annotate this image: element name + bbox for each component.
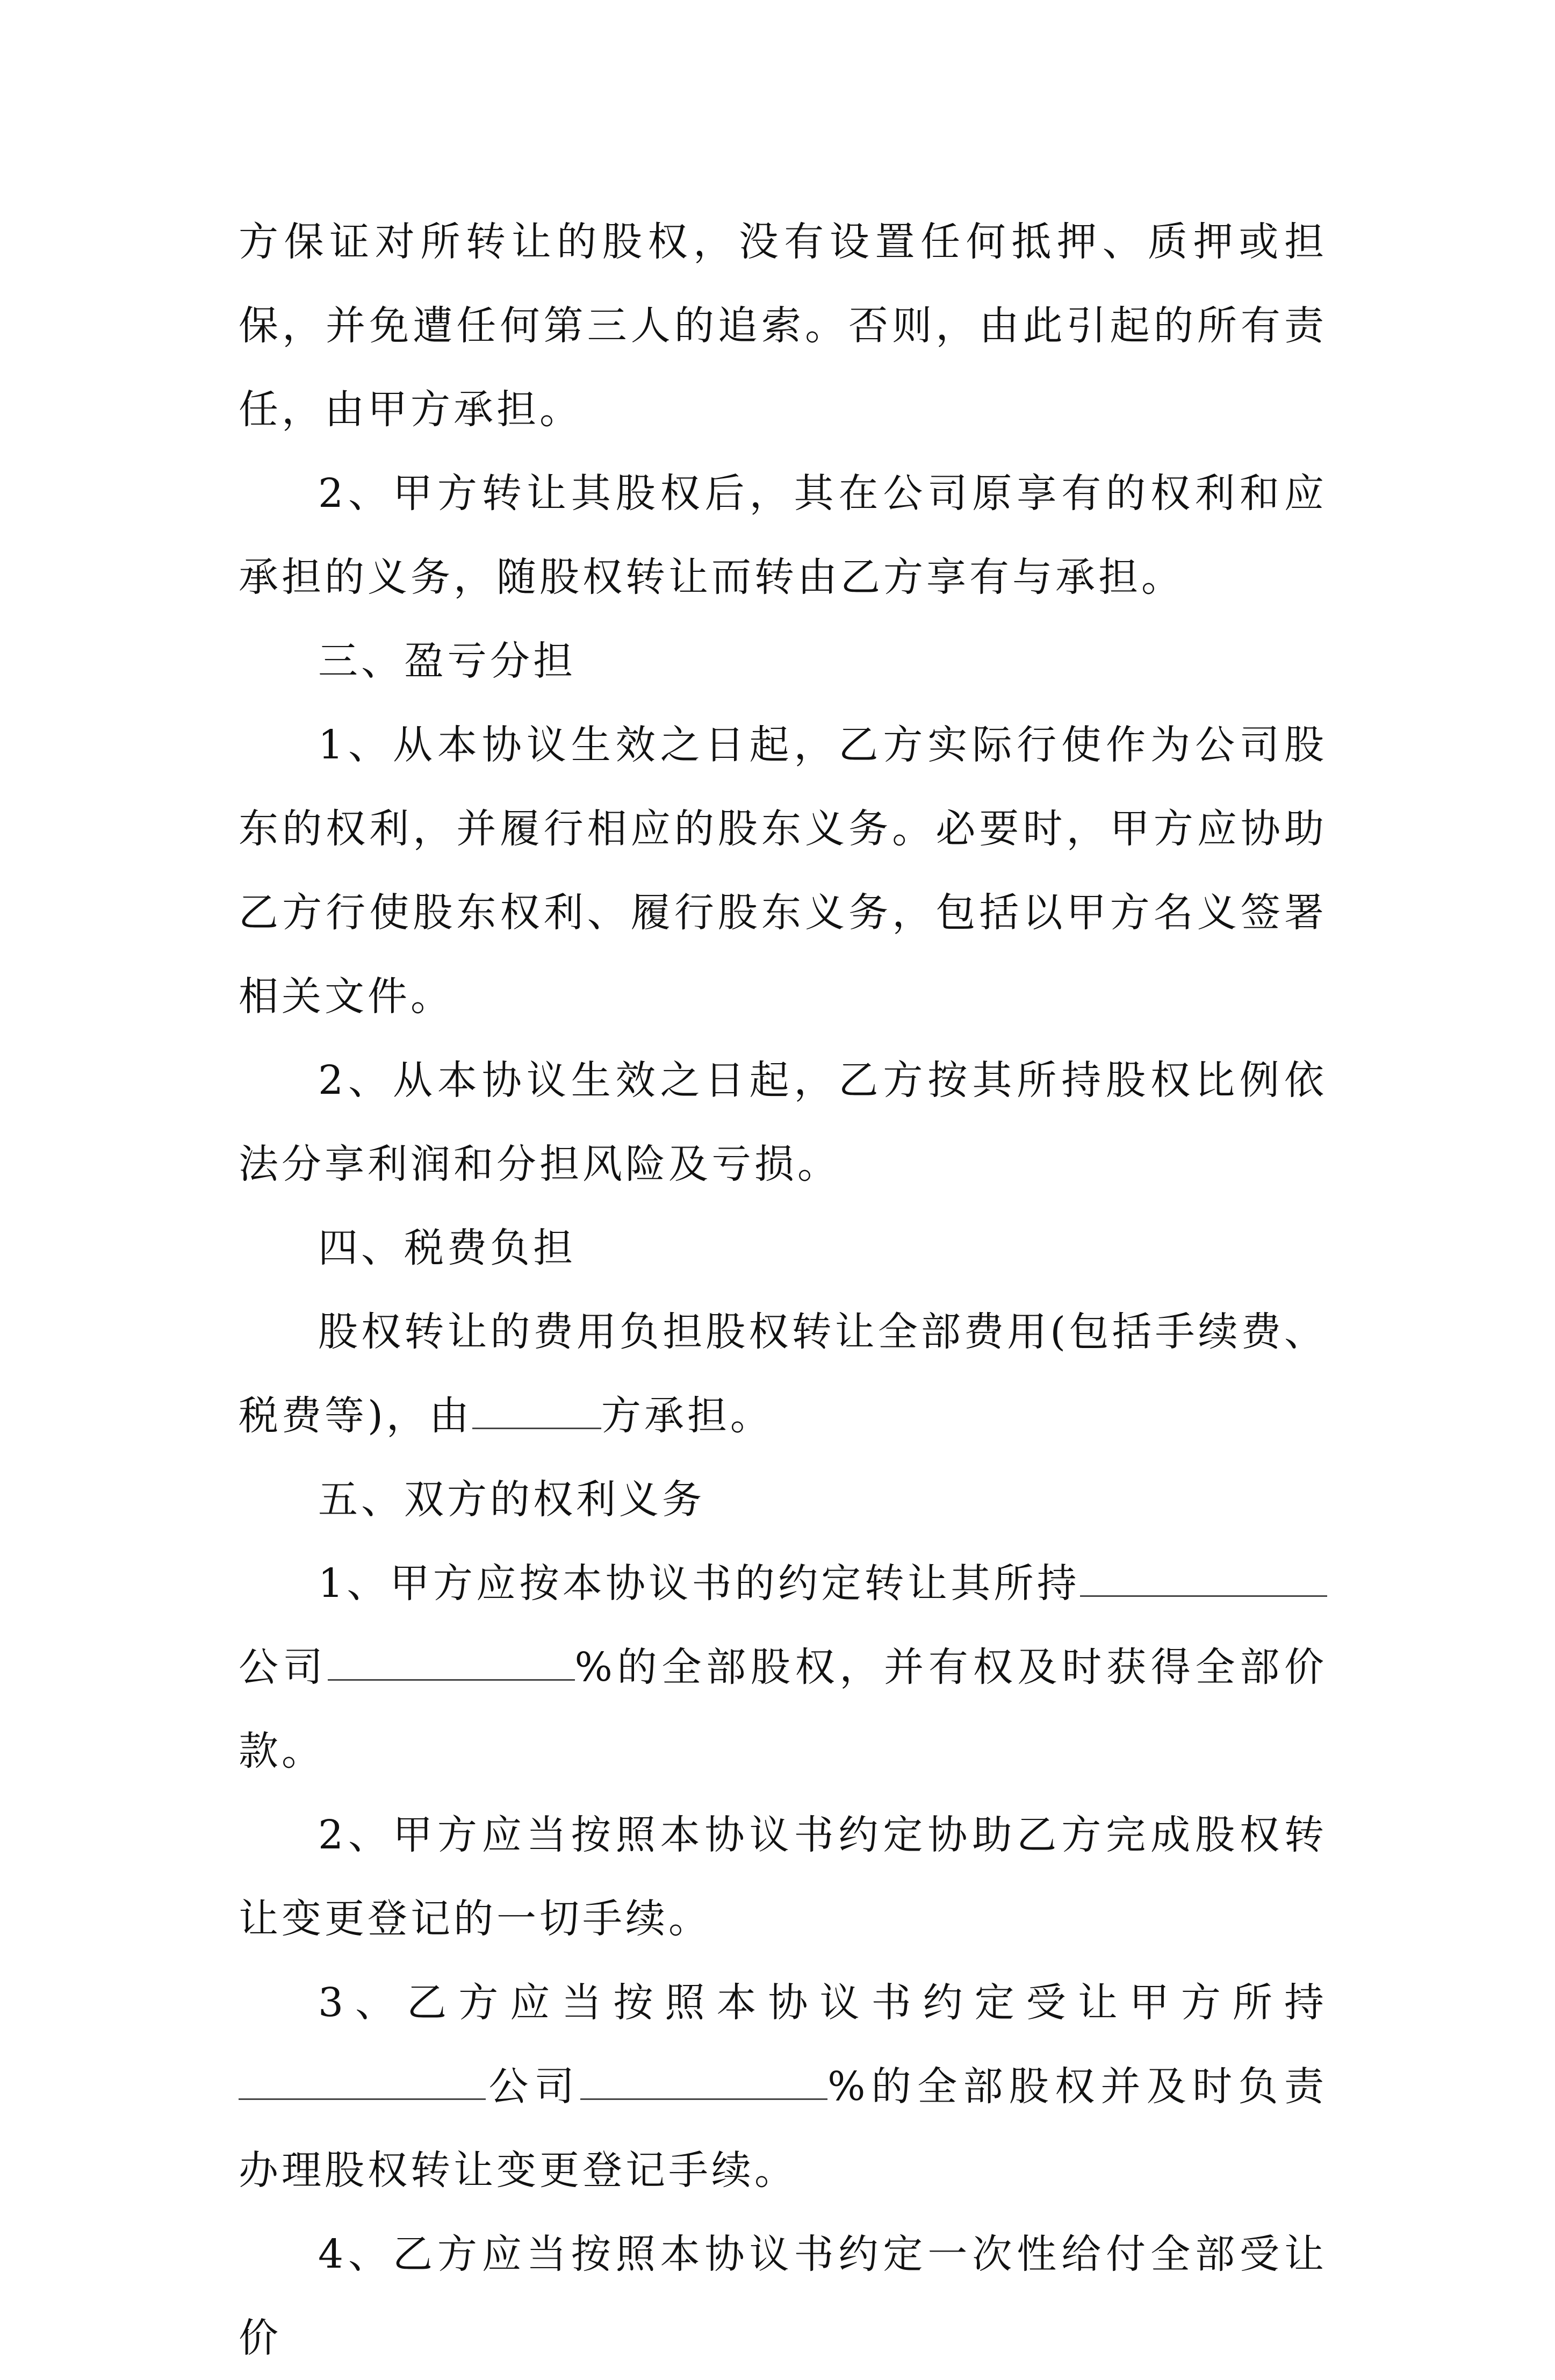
fee-text-2: 方承担。	[601, 1393, 773, 1439]
blank-percentage	[328, 1641, 575, 1681]
blank-fee-party	[472, 1390, 601, 1429]
clause-5-1-text-1: 1、甲方应按本协议书的约定转让其所持	[318, 1560, 1080, 1607]
clause-5-1-text-3: %的全部股权，并有权及时获得全部价款。	[239, 1644, 1328, 1774]
paragraph-fee	[239, 1290, 1327, 1458]
clause-5-3-text-2: 公司	[486, 2063, 581, 2110]
paragraph-continuation: 方保证对所转让的股权，没有设置任何抵押、质押或担保，并免遭任何第三人的追索。否则，由此引起的所有责任，由甲方承担。	[239, 219, 1327, 433]
clause-5-3-text-3: %的全部股权并及时负责办理股权转让变更登记手续。	[239, 2063, 1327, 2193]
clause-5-3-text-1: 3、乙方应当按照本协议书约定受让甲方所持	[318, 1980, 1327, 2026]
fee-text-1: 股权转让的费用负担股权转让全部费用(包括手续费、税费等)，由	[239, 1309, 1327, 1439]
paragraph-clause-5-4: 4、乙方应当按照本协议书约定一次性给付全部受让价	[239, 2231, 1327, 2361]
section-heading-profit-loss: 三、盈亏分担	[318, 638, 576, 684]
blank-percentage-2	[580, 2061, 827, 2100]
paragraph-clause-5-1	[239, 1542, 1327, 1793]
paragraph-clause-5-3	[239, 1961, 1327, 2212]
clause-5-1-text-2: 公司	[239, 1644, 328, 1690]
blank-company-name-2	[239, 2061, 486, 2100]
section-heading-rights-duties: 五、双方的权利义务	[318, 1476, 705, 1523]
document-body	[239, 200, 1327, 2380]
section-heading-tax: 四、税费负担	[318, 1225, 576, 1271]
paragraph-clause-1-shareholder: 1、从本协议生效之日起，乙方实际行使作为公司股东的权利，并履行相应的股东义务。必要时，甲方应协助乙方行使股东权利、履行股东义务，包括以甲方名义签署相关文件。	[239, 722, 1327, 1020]
paragraph-clause-5-2: 2、甲方应当按照本协议书约定协助乙方完成股权转让变更登记的一切手续。	[239, 1812, 1327, 1942]
paragraph-clause-2-rights: 2、甲方转让其股权后，其在公司原享有的权利和应承担的义务，随股权转让而转由乙方享有与承担。	[239, 470, 1327, 600]
blank-company-name	[1080, 1558, 1327, 1597]
paragraph-clause-2-profit: 2、从本协议生效之日起，乙方按其所持股权比例依法分享利润和分担风险及亏损。	[239, 1057, 1327, 1187]
